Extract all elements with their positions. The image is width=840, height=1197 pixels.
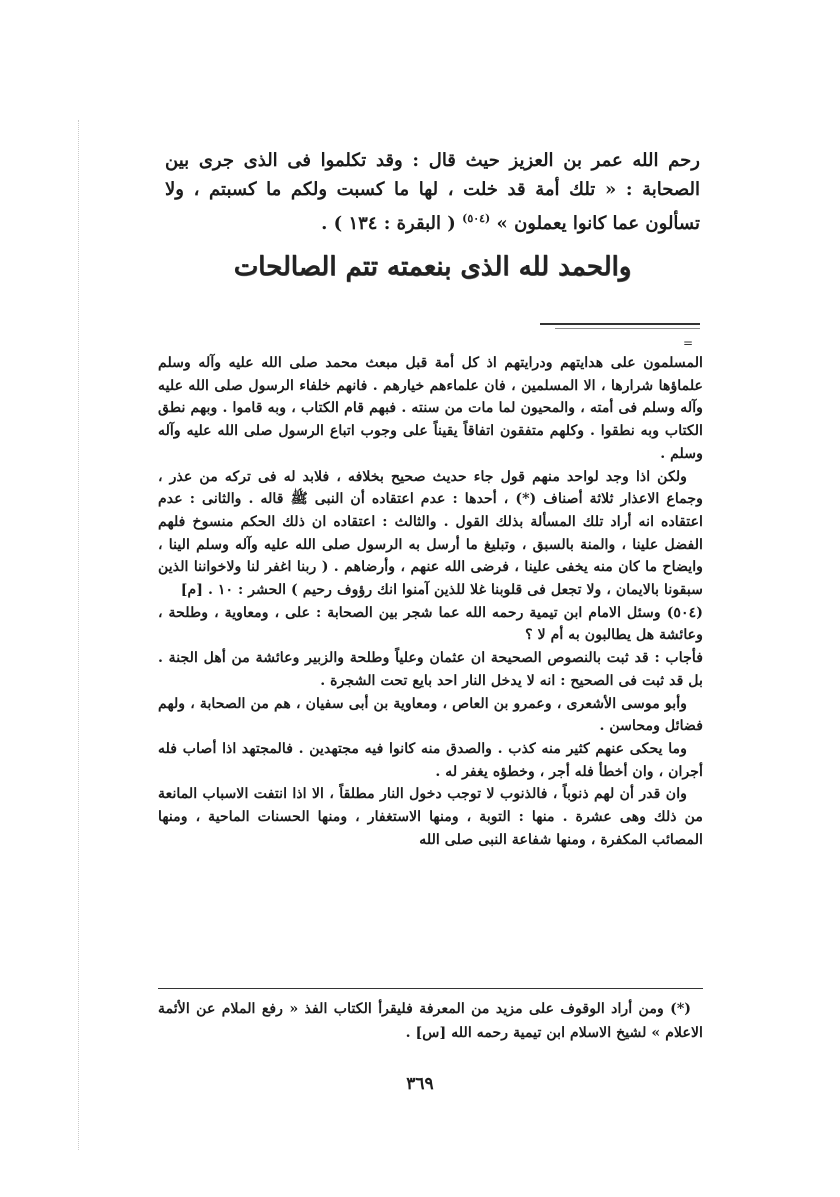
intro-note-ref: (٥٠٤) (462, 212, 491, 225)
intro-paragraph (165, 146, 700, 238)
footnote-paragraph: وما يحكى عنهم كثير منه كذب . والصدق منه كانوا فيه مجتهدين . فالمجتهد اذا أصاب فله أجران ، وان أخطأ فله أجر ، وخطؤه يغفر له . (158, 740, 703, 780)
intro-body: رحم الله عمر بن العزيز حيث قال : وقد تكلموا فى الذى جرى بين الصحابة : « تلك أمة قد خلت ، لها ما كسبت ولكم ما كسبتم ، ولا تسألون عما كانوا يعملون » (165, 150, 700, 234)
page-margin-line (78, 120, 79, 1150)
footnote-block (158, 352, 703, 851)
footnote-paragraph: (٥٠٤) وسئل الامام ابن تيمية رحمه الله عما شجر بين الصحابة : على ، ومعاوية ، وطلحة ، وعائشة هل يطالبون به أم لا ؟ (158, 604, 703, 644)
footnote-paragraph: فأجاب : قد ثبت بالنصوص الصحيحة ان عثمان وعلياً وطلحة والزبير وعائشة من أهل الجنة . بل قد ثبت فى الصحيح : انه لا يدخل النار احد بايع تحت الشجرة . (158, 650, 703, 689)
footnote-separator-rule-thin (555, 328, 700, 329)
star-footnote-text: (*) ومن أراد الوقوف على مزيد من المعرفة فليقرأ الكتاب الفذ « رفع الملام عن الأئمة الاعلام » لشيخ الاسلام ابن تيمية رحمه الله [س] . (158, 1001, 703, 1041)
footnote-paragraph: وأبو موسى الأشعرى ، وعمرو بن العاص ، ومعاوية بن أبى سفيان ، هم من الصحابة ، ولهم فضائل ومحاسن . (158, 695, 703, 735)
footnote-paragraph: وان قدر أن لهم ذنوباً ، فالذنوب لا توجب دخول النار مطلقاً ، الا اذا انتفت الاسباب المانعة من ذلك وهى عشرة . منها : التوبة ، ومنها الاستغفار ، ومنها الحسنات الماحية ، ومنها المصائب المكفرة ، ومنها شفاعة النبى صلى الله (158, 786, 703, 848)
star-footnote-separator (158, 988, 703, 989)
intro-citation: ( البقرة : ١٣٤ ) . (321, 213, 456, 234)
footnote-paragraph: ولكن اذا وجد لواحد منهم قول جاء حديث صحيح بخلافه ، فلابد له فى تركه من عذر ، وجماع الاعذار ثلاثة أصناف (*) ، أحدها : عدم اعتقاده أن النبى ﷺ قاله . والثانى : عدم اعتقاده انه أراد تلك المسألة بذلك القول . والثالث : اعتقاده ان ذلك الحكم منسوخ فلهم الفضل علينا ، والمنة بالسبق ، وتبليغ ما أرسل به الرسول صلى الله عليه وآله وسلم الينا ، وايضاح ما كان منه يخفى علينا ، فرضى الله عنهم ، وأرضاهم . ( ربنا اغفر لنا ولاخواننا الذين سبقونا بالايمان ، ولا تجعل فى قلوبنا غلا للذين آمنوا انك رؤوف رحيم ) الحشر : ١٠ . [م] (158, 468, 703, 599)
closing-heading: والحمد لله الذى بنعمته تتم الصالحات (233, 252, 632, 282)
star-footnote (158, 997, 703, 1045)
page-number: ٣٦٩ (406, 1074, 434, 1094)
footnote-separator-rule (540, 323, 700, 325)
continuation-mark: = (683, 336, 693, 350)
intro-text (165, 146, 700, 238)
footnote-paragraph: المسلمون على هدايتهم ودرايتهم اذ كل أمة قبل مبعث محمد صلى الله عليه وآله وسلم علماؤها شرارها ، الا المسلمين ، فان علماءهم خيارهم . فانهم خلفاء الرسول صلى الله عليه وآله وسلم فى أمته ، والمحيون لما مات من سنته . فبهم قام الكتاب ، وبه قاموا . وبهم نطق الكتاب وبه نطقوا . وكلهم متفقون اتفاقاً يقيناً على وجوب اتباع الرسول صلى الله عليه وآله وسلم . (158, 355, 703, 462)
